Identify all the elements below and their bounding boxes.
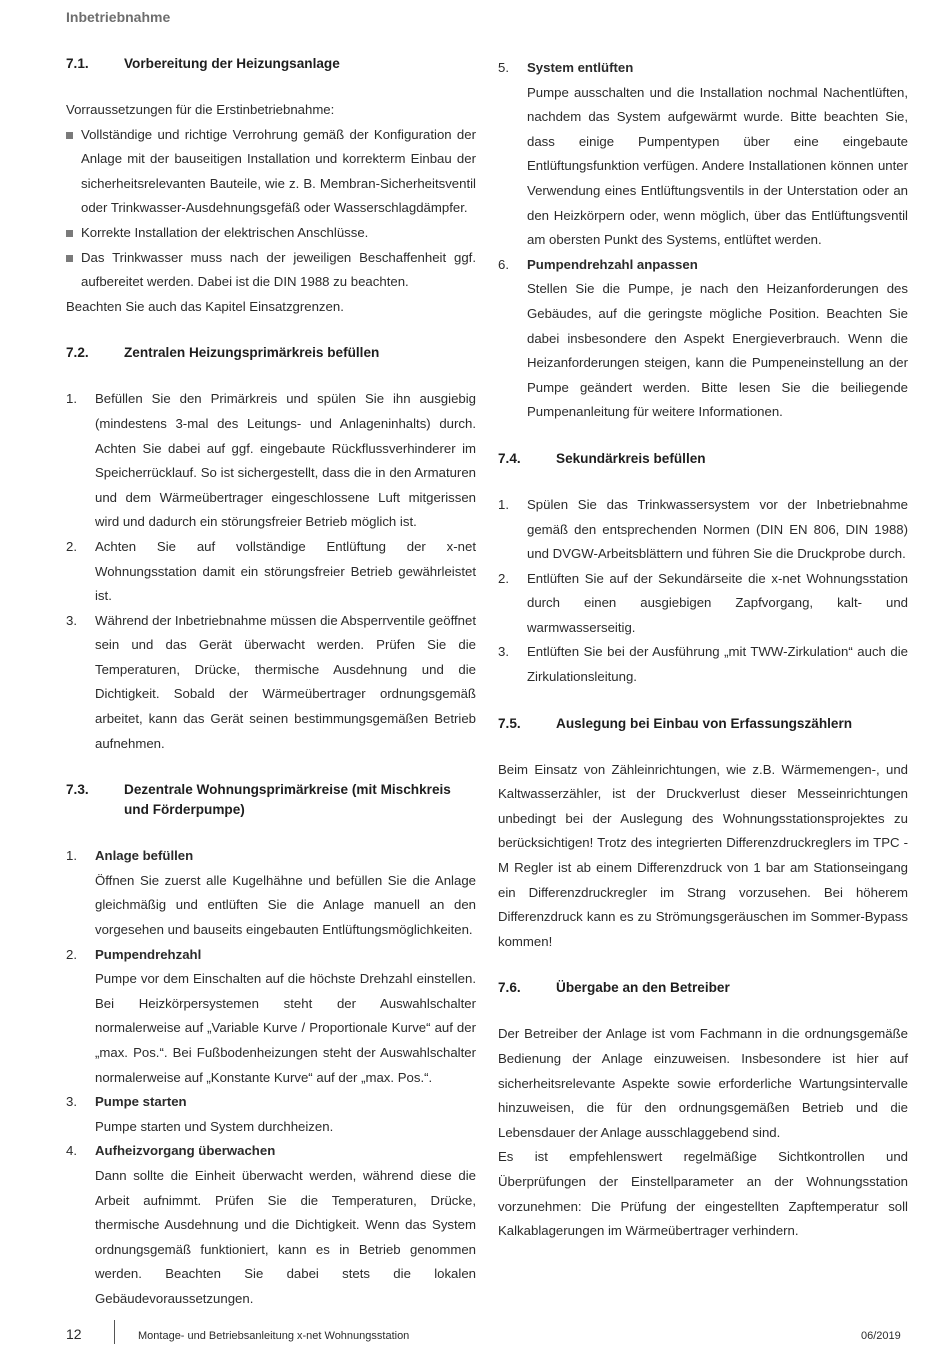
step-text: Öffnen Sie zuerst alle Kugelhähne und befüllen Sie die Anlage gleichmäßig und entlüften Sie die Anlage manuell an den vorgesehen und bauseits eingebauten Entlüftungsmöglichkeiten. xyxy=(95,872,476,938)
list-item xyxy=(66,609,476,757)
section-7-3-heading xyxy=(66,780,476,820)
section-title: Zentralen Heizungsprimärkreis befüllen xyxy=(124,345,380,361)
step-text: Während der Inbetriebnahme müssen die Absperrventile geöffnet sein und das Gerät überwacht werden. Prüfen Sie die Temperaturen, Drücke, thermische Ausdehnung und die Dichtigkeit. Sobald der Wärmeübertrager ordnungsgemäß arbeitet, kann das Gerät seinen bestimmungsgemäßen Betrieb aufnehmen. xyxy=(95,612,476,751)
list-item: Vollständige und richtige Verrohrung gemäß der Konfiguration der Anlage mit der bauseitigen Installation und korrekterm Einbau der sicherheitsrelevanten Bauteile, wie z. B. Membran-Sicherheitsventil oder Trinkwasser-Ausdehnungsgefäß oder Wasserschlagdämpfer. xyxy=(66,123,476,221)
page-footer xyxy=(0,1320,950,1350)
step-text: Entlüften Sie auf der Sekundärseite die x-net Wohnungsstation durch einen ausgiebigen Zapfvorgang, kalt- und warmwasserseitig. xyxy=(527,570,908,635)
step-number: 2. xyxy=(498,570,509,586)
s71-intro: Vorraussetzungen für die Erstinbetriebnahme: xyxy=(66,102,335,117)
right-column xyxy=(498,56,908,1244)
footer-divider xyxy=(114,1320,115,1344)
section-number: 7.1. xyxy=(66,56,89,71)
step-title: Pumpendrehzahl anpassen xyxy=(527,256,698,272)
section-title: Übergabe an den Betreiber xyxy=(556,980,730,996)
step-number: 1. xyxy=(66,848,77,864)
section-number: 7.2. xyxy=(66,345,89,361)
section-title: Sekundärkreis befüllen xyxy=(556,450,706,466)
step-text: Spülen Sie das Trinkwassersystem vor der Inbetriebnahme gemäß den entsprechenden Normen (DIN EN 806, DIN 1988) und DVGW-Arbeitsblättern und führen Sie die Druckprobe durch. xyxy=(527,496,908,562)
list-item xyxy=(66,387,476,535)
step-text: Pumpe vor dem Einschalten auf die höchste Drehzahl einstellen. Bei Heizkörpersystemen steht der Auswahlschalter normalerweise auf „Variable Kurve / Proportionale Kurve“ auf der „max. Pos.“. Bei Fußbodenheizungen steht der Auswahlschalter normalerweise auf „Konstante Kurve“ auf der „max. Pos.“. xyxy=(95,971,476,1085)
step-number: 3. xyxy=(66,1094,77,1110)
step-title: Pumpendrehzahl xyxy=(95,946,202,962)
step-text: Achten Sie auf vollständige Entlüftung der x-net Wohnungsstation damit ein störungsfreier Betrieb gewährleistet ist. xyxy=(95,538,476,604)
section-number: 7.4. xyxy=(498,450,521,466)
step-text: Stellen Sie die Pumpe, je nach den Heizanforderungen des Gebäudes, auf die geringste mögliche Position. Beachten Sie dabei insbesondere den Aspekt Energieverbrauch. Wenn die Heizanforderungen steigen, kann die Pumpeneinstellung an der Pumpe geändert werden. Bitte lesen Sie die beiliegende Pumpenanleitung für weitere Informationen. xyxy=(527,281,908,420)
list-item: Das Trinkwasser muss nach der jeweiligen Beschaffenheit ggf. aufbereitet werden. Dabei ist die DIN 1988 zu beachten. xyxy=(66,246,476,295)
s71-note: Beachten Sie auch das Kapitel Einsatzgrenzen. xyxy=(66,298,344,314)
step-text: Pumpe starten und System durchheizen. xyxy=(95,1118,334,1134)
section-number: 7.6. xyxy=(498,980,521,996)
section-7-5-heading xyxy=(498,714,908,734)
step-text: Dann sollte die Einheit überwacht werden, während diese die Arbeit aufnimmt. Prüfen Sie die Temperaturen, Drücke, thermische Ausdehnung und die Dichtigkeit. Wenn das System ordnungsgemäß funktioniert, kann es in Betrieb genommen werden. Beachten Sie dabei stets die lokalen Gebäudevoraussetzungen. xyxy=(95,1167,476,1306)
step-title: Anlage befüllen xyxy=(95,848,194,864)
section-title: Dezentrale Wohnungsprimärkreise (mit Mischkreis und Förderpumpe) xyxy=(124,782,451,818)
section-number: 7.5. xyxy=(498,715,521,731)
step-text: Entlüften Sie bei der Ausführung „mit TWW-Zirkulation“ auch die Zirkulationsleitung. xyxy=(527,644,908,685)
step-number: 2. xyxy=(66,538,77,554)
section-title: Auslegung bei Einbau von Erfassungszählern xyxy=(556,715,853,731)
s73-steps-part-1 xyxy=(66,844,476,1311)
step-title: System entlüften xyxy=(527,60,634,75)
step-title: Pumpe starten xyxy=(95,1094,187,1110)
step-number: 2. xyxy=(66,946,77,962)
list-item xyxy=(498,640,908,689)
step-number: 1. xyxy=(66,391,77,407)
list-item xyxy=(66,1139,476,1311)
step-title: Aufheizvorgang überwachen xyxy=(95,1143,276,1159)
section-number: 7.3. xyxy=(66,782,89,798)
s71-bullet-list xyxy=(66,123,476,295)
list-item xyxy=(66,844,476,942)
s75-text: Beim Einsatz von Zähleinrichtungen, wie z.B. Wärmemengen-, und Kaltwasserzähler, ist der Druckverlust dieser Messeinrichtungen unbedingt bei der Auslegung des Wohnungsstationsprojektes zu berücksichtigen! Trotz des integrierten Differenzdruckreglers im TPC - M Regler ist ab einem Differenzdruck von 1 bar am Stationseingang ein Differenzdruckregler im Strang vorzusehen. Bei höherem Differenzdruck kann es zu Strömungsgeräuschen im Sommer-Bypass kommen! xyxy=(498,761,908,949)
step-number: 3. xyxy=(498,644,509,660)
section-7-1-heading xyxy=(66,54,476,74)
step-number: 4. xyxy=(66,1143,77,1159)
footer-date: 06/2019 xyxy=(861,1330,901,1342)
list-item xyxy=(498,56,908,253)
left-column xyxy=(66,54,476,1312)
step-number: 3. xyxy=(66,612,77,628)
section-title: Vorbereitung der Heizungsanlage xyxy=(124,56,340,71)
running-header: Inbetriebnahme xyxy=(66,9,171,25)
section-7-4-heading xyxy=(498,449,908,469)
list-item xyxy=(66,943,476,1091)
step-text: Pumpe ausschalten und die Installation nochmal Nachentlüften, nachdem das System aufgewärmt wurde. Bitte beachten Sie, dass einige Pumpentypen über eine eingebaute Entlüftungsfunktion verfügen. Andere Installationen können unter Verwendung eines Entlüftungsventils in der Unterstation oder an den Heizkörpern oder, wenn möglich, über das Entlüftungsventil am obersten Punkt des Systems, entlüftet werden. xyxy=(527,84,908,248)
step-number: 6. xyxy=(498,256,509,272)
footer-title: Montage- und Betriebsanleitung x-net Wohnungsstation xyxy=(138,1330,410,1342)
section-7-2-heading xyxy=(66,343,476,363)
list-item: Korrekte Installation der elektrischen Anschlüsse. xyxy=(66,221,476,246)
list-item xyxy=(66,535,476,609)
s76-paragraph-1: Der Betreiber der Anlage ist vom Fachmann in die ordnungsgemäße Bedienung der Anlage einzuweisen. Insbesondere ist hier auf sicherheitsrelevante Aspekte sowie erforderliche Wartungsintervalle hinzuweisen, die für den ordnungsgemäßen Betrieb und die Lebensdauer der Anlage ausschlaggebend sind. xyxy=(498,1026,908,1140)
list-item xyxy=(66,1090,476,1139)
s72-steps xyxy=(66,387,476,756)
section-7-6-heading xyxy=(498,978,908,998)
list-item xyxy=(498,253,908,425)
s76-paragraph-2: Es ist empfehlenswert regelmäßige Sichtkontrollen und Überprüfungen der Einstellparameter an der Wohnungsstation vorzunehmen: Die Prüfung der eingestellten Zapftemperatur soll Kalkablagerungen im Wärmeübertrager verhindern. xyxy=(498,1149,908,1239)
step-number: 5. xyxy=(498,60,509,75)
list-item xyxy=(498,567,908,641)
page-number: 12 xyxy=(66,1326,82,1342)
s74-steps xyxy=(498,493,908,690)
step-text: Befüllen Sie den Primärkreis und spülen Sie ihn ausgiebig (mindestens 3-mal des Leitungs- und Anlageninhalts) durch. Achten Sie dabei auf ggf. eingebaute Rückflussverhinderer im Speicherrücklauf. So ist sichergestellt, dass die in den Armaturen und dem Wärmeübertrager eingeschlossene Luft mitgerissen wird und dadurch ein störungsfreier Betrieb möglich ist. xyxy=(95,391,476,530)
step-number: 1. xyxy=(498,496,509,512)
s73-steps-part-2 xyxy=(498,56,908,425)
list-item xyxy=(498,493,908,567)
